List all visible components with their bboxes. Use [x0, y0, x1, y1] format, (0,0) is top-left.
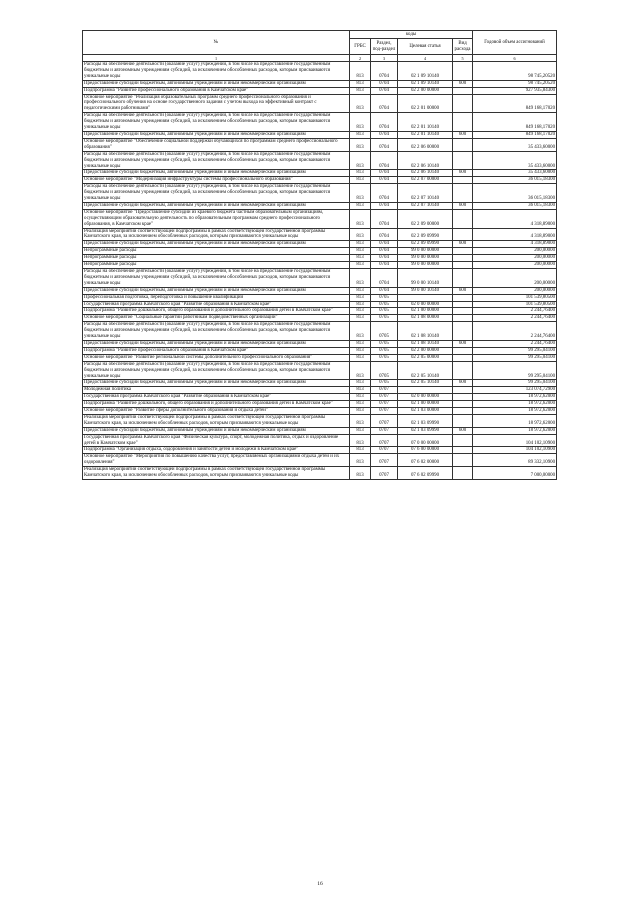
row-name: Подпрограмма "Развитие дошкольного, общего образования и дополнительного образования детей в Камчатском крае": [83, 401, 350, 408]
row-expense-type-code: 600: [453, 80, 473, 87]
header-target-article: Целевая статья: [398, 39, 453, 55]
row-name: Непрограммные расходы: [83, 248, 350, 255]
table-row: [83, 113, 557, 132]
table-row: [83, 447, 557, 454]
row-grbs-code: 813: [350, 80, 371, 87]
row-expense-type-code: [453, 138, 473, 151]
row-expense-type-code: 600: [453, 241, 473, 248]
row-target-article-code: 02 2 05 10140: [398, 361, 453, 380]
row-target-article-code: 02 2 05 10140: [398, 380, 453, 387]
row-section-code: 0705: [371, 315, 398, 322]
row-section-code: 0705: [371, 380, 398, 387]
row-annual-sum: 2 244,76400: [473, 315, 557, 322]
row-expense-type-code: [453, 184, 473, 203]
row-target-article-code: 02 1 09 10140: [398, 62, 453, 81]
row-target-article-code: 02 2 01 10140: [398, 113, 453, 132]
header-num: №: [83, 31, 350, 55]
table-row: [83, 354, 557, 361]
row-section-code: 0705: [371, 361, 398, 380]
row-grbs-code: 813: [350, 354, 371, 361]
column-number: 1: [83, 55, 350, 62]
table-row: [83, 255, 557, 262]
row-target-article-code: 99 0 00 10140: [398, 287, 453, 294]
row-expense-type-code: [453, 322, 473, 341]
row-expense-type-code: [453, 294, 473, 301]
row-annual-sum: 35 433,60000: [473, 170, 557, 177]
row-section-code: 0704: [371, 248, 398, 255]
row-annual-sum: 849 168,17020: [473, 94, 557, 113]
column-number: 4: [398, 55, 453, 62]
row-annual-sum: 2 244,76400: [473, 322, 557, 341]
row-grbs-code: 813: [350, 387, 371, 394]
row-expense-type-code: [453, 308, 473, 315]
row-annual-sum: 18 972,62000: [473, 401, 557, 408]
row-annual-sum: 200,00000: [473, 262, 557, 269]
row-name: Предоставление субсидий бюджетным, автономным учреждениям и иным некоммерческим организациям: [83, 427, 350, 434]
row-grbs-code: 813: [350, 255, 371, 262]
row-annual-sum: 18 972,62000: [473, 414, 557, 427]
row-name: Предоставление субсидий бюджетным, автономным учреждениям и иным некоммерческим организациям: [83, 80, 350, 87]
row-name: Подпрограмма "Организация отдыха, оздоровления и занятости детей и молодежи в Камчатском крае": [83, 447, 350, 454]
row-name: Предоставление субсидий бюджетным, автономным учреждениям и иным некоммерческим организациям: [83, 380, 350, 387]
row-grbs-code: 813: [350, 170, 371, 177]
row-grbs-code: 813: [350, 87, 371, 94]
row-annual-sum: 98 745,20520: [473, 62, 557, 81]
row-section-code: 0707: [371, 394, 398, 401]
row-expense-type-code: [453, 387, 473, 394]
row-annual-sum: 89 332,10900: [473, 454, 557, 467]
row-target-article-code: 02 1 03 00000: [398, 408, 453, 415]
row-grbs-code: 813: [350, 294, 371, 301]
row-annual-sum: 123 074,72900: [473, 387, 557, 394]
row-section-code: 0704: [371, 94, 398, 113]
row-expense-type-code: 600: [453, 287, 473, 294]
row-annual-sum: 18 972,62000: [473, 427, 557, 434]
row-grbs-code: 813: [350, 184, 371, 203]
table-row: [83, 131, 557, 138]
table-row: [83, 467, 557, 480]
row-grbs-code: 813: [350, 241, 371, 248]
row-annual-sum: 4 318,89000: [473, 228, 557, 241]
row-grbs-code: 813: [350, 308, 371, 315]
row-section-code: 0704: [371, 269, 398, 288]
row-annual-sum: 99 295,04100: [473, 354, 557, 361]
row-annual-sum: 101 539,80500: [473, 294, 557, 301]
table-row: [83, 308, 557, 315]
row-name: Подпрограмма "Развитие профессионального образования в Камчатском крае": [83, 347, 350, 354]
table-row: [83, 394, 557, 401]
row-grbs-code: 813: [350, 113, 371, 132]
table-row: [83, 241, 557, 248]
row-name: Подпрограмма "Развитие дошкольного, общего образования и дополнительного образования детей в Камчатском крае": [83, 308, 350, 315]
row-name: Основное мероприятие "Модернизация инфраструктуры системы профессионального образования": [83, 177, 350, 184]
row-target-article-code: 02 1 09 10140: [398, 80, 453, 87]
row-name: Предоставление субсидий бюджетным, автономным учреждениям и иным некоммерческим организациям: [83, 202, 350, 209]
row-expense-type-code: [453, 454, 473, 467]
row-name: Расходы на обеспечение деятельности (оказание услуг) учреждений, в том числе на предоставление государственным бюджетным и автономным учреждениям субсидий, за исключением обособленных расходов, которым присваиваются уникальные коды: [83, 184, 350, 203]
row-name: Молодежная политика: [83, 387, 350, 394]
row-target-article-code: 99 0 00 00000: [398, 255, 453, 262]
row-grbs-code: 813: [350, 340, 371, 347]
row-annual-sum: 4 318,89000: [473, 241, 557, 248]
row-target-article-code: 02 1 08 10140: [398, 340, 453, 347]
table-body: [83, 62, 557, 480]
table-row: [83, 414, 557, 427]
row-expense-type-code: 600: [453, 427, 473, 434]
row-expense-type-code: [453, 177, 473, 184]
row-target-article-code: 02 2 09 09990: [398, 241, 453, 248]
row-section-code: 0704: [371, 170, 398, 177]
row-expense-type-code: [453, 467, 473, 480]
row-grbs-code: 813: [350, 427, 371, 434]
row-expense-type-code: [453, 315, 473, 322]
table-row: [83, 94, 557, 113]
row-target-article-code: 02 1 00 00000: [398, 401, 453, 408]
row-grbs-code: 813: [350, 262, 371, 269]
row-expense-type-code: [453, 248, 473, 255]
row-annual-sum: 104 102,10900: [473, 447, 557, 454]
table-row: [83, 262, 557, 269]
row-annual-sum: 200,00000: [473, 269, 557, 288]
row-grbs-code: 813: [350, 401, 371, 408]
row-annual-sum: 2 244,76400: [473, 340, 557, 347]
table-row: [83, 87, 557, 94]
row-expense-type-code: [453, 408, 473, 415]
header-expense-type: Вид расхода: [453, 39, 473, 55]
row-expense-type-code: [453, 301, 473, 308]
table-row: [83, 202, 557, 209]
row-name: Государственная программа Камчатского края "Развитие образования в Камчатском крае": [83, 301, 350, 308]
row-grbs-code: 813: [350, 151, 371, 170]
row-target-article-code: 02 0 00 00000: [398, 301, 453, 308]
table-row: [83, 228, 557, 241]
row-target-article-code: 02 1 03 09990: [398, 414, 453, 427]
row-section-code: 0704: [371, 138, 398, 151]
row-name: Предоставление субсидий бюджетным, автономным учреждениям и иным некоммерческим организациям: [83, 170, 350, 177]
row-annual-sum: 18 972,62000: [473, 394, 557, 401]
row-grbs-code: 813: [350, 414, 371, 427]
table-row: [83, 347, 557, 354]
row-name: Расходы на обеспечение деятельности (оказание услуг) учреждений, в том числе на предоставление государственным бюджетным и автономным учреждениям субсидий, за исключением обособленных расходов, которым присваиваются уникальные коды: [83, 269, 350, 288]
row-name: Непрограммные расходы: [83, 255, 350, 262]
row-section-code: 0707: [371, 454, 398, 467]
row-grbs-code: 813: [350, 62, 371, 81]
row-annual-sum: 849 168,17020: [473, 131, 557, 138]
table-row: [83, 427, 557, 434]
row-name: Предоставление субсидий бюджетным, автономным учреждениям и иным некоммерческим организациям: [83, 287, 350, 294]
row-expense-type-code: [453, 269, 473, 288]
row-section-code: 0704: [371, 87, 398, 94]
row-section-code: 0707: [371, 434, 398, 447]
row-section-code: 0704: [371, 131, 398, 138]
row-expense-type-code: [453, 87, 473, 94]
row-target-article-code: [398, 294, 453, 301]
row-section-code: 0707: [371, 467, 398, 480]
row-annual-sum: 104 102,10900: [473, 434, 557, 447]
row-annual-sum: 36 015,18300: [473, 202, 557, 209]
row-target-article-code: 99 0 00 10140: [398, 269, 453, 288]
row-target-article-code: 02 2 07 10140: [398, 202, 453, 209]
budget-table: [82, 30, 557, 480]
row-target-article-code: 02 2 07 00000: [398, 177, 453, 184]
row-annual-sum: 18 972,62000: [473, 408, 557, 415]
row-section-code: 0704: [371, 151, 398, 170]
row-grbs-code: 813: [350, 447, 371, 454]
row-section-code: 0704: [371, 287, 398, 294]
header-grbs: ГРБС: [350, 39, 371, 55]
row-grbs-code: 813: [350, 315, 371, 322]
row-grbs-code: 813: [350, 361, 371, 380]
row-name: Предоставление субсидий бюджетным, автономным учреждениям и иным некоммерческим организациям: [83, 131, 350, 138]
row-name: Расходы на обеспечение деятельности (оказание услуг) учреждений, в том числе на предоставление государственным бюджетным и автономным учреждениям субсидий, за исключением обособленных расходов, которым присваиваются уникальные коды: [83, 113, 350, 132]
row-section-code: 0704: [371, 184, 398, 203]
row-grbs-code: 813: [350, 454, 371, 467]
row-name: Реализация мероприятий соответствующей подпрограммы в рамках соответствующей государственной программы Камчатского края, за исключением обособленных расходов, которым присваиваются уникальные коды: [83, 414, 350, 427]
row-section-code: 0704: [371, 241, 398, 248]
row-target-article-code: 02 1 08 00000: [398, 315, 453, 322]
row-section-code: 0705: [371, 308, 398, 315]
row-name: Основное мероприятие "Предоставление субсидий из краевого бюджета частным образовательным организациям, осуществляющим образовательную деятельность по образовательным программам среднего профессионального образования, в Камчатском крае": [83, 209, 350, 228]
column-number-row: [83, 55, 557, 62]
row-name: Непрограммные расходы: [83, 262, 350, 269]
table-row: [83, 387, 557, 394]
row-name: Расходы на обеспечение деятельности (оказание услуг) учреждений, в том числе на предоставление государственным бюджетным и автономным учреждениям субсидий, за исключением обособленных расходов, которым присваиваются уникальные коды: [83, 361, 350, 380]
row-expense-type-code: [453, 447, 473, 454]
row-section-code: 0704: [371, 228, 398, 241]
row-name: Предоставление субсидий бюджетным, автономным учреждениям и иным некоммерческим организациям: [83, 241, 350, 248]
row-name: Предоставление субсидий бюджетным, автономным учреждениям и иным некоммерческим организациям: [83, 340, 350, 347]
row-target-article-code: [398, 387, 453, 394]
row-name: Основное мероприятие "Развитие сферы дополнительного образования и отдыха детей": [83, 408, 350, 415]
table-row: [83, 322, 557, 341]
column-number: 6: [473, 55, 557, 62]
table-row: [83, 434, 557, 447]
row-annual-sum: 99 295,04100: [473, 380, 557, 387]
row-section-code: 0705: [371, 347, 398, 354]
row-name: Государственная программа Камчатского края "Развитие образования в Камчатском крае": [83, 394, 350, 401]
row-target-article-code: 02 1 00 00000: [398, 308, 453, 315]
row-annual-sum: 35 433,60000: [473, 151, 557, 170]
row-annual-sum: 200,00000: [473, 287, 557, 294]
row-section-code: 0705: [371, 301, 398, 308]
row-section-code: 0704: [371, 255, 398, 262]
row-grbs-code: 813: [350, 131, 371, 138]
row-name: Расходы на обеспечение деятельности (оказание услуг) учреждений, в том числе на предоставление государственным бюджетным и автономным учреждениям субсидий, за исключением обособленных расходов, которым присваиваются уникальные коды: [83, 62, 350, 81]
row-target-article-code: 02 2 06 00000: [398, 138, 453, 151]
table-row: [83, 177, 557, 184]
row-section-code: 0705: [371, 340, 398, 347]
row-target-article-code: 02 2 09 00000: [398, 209, 453, 228]
table-header: [83, 31, 557, 62]
table-row: [83, 380, 557, 387]
row-target-article-code: 07 6 00 00000: [398, 447, 453, 454]
row-target-article-code: 02 1 08 10140: [398, 322, 453, 341]
row-grbs-code: 813: [350, 138, 371, 151]
row-section-code: 0707: [371, 414, 398, 427]
row-grbs-code: 813: [350, 380, 371, 387]
row-annual-sum: 36 015,18300: [473, 184, 557, 203]
row-annual-sum: 4 318,89000: [473, 209, 557, 228]
column-number: 2: [350, 55, 371, 62]
row-expense-type-code: [453, 434, 473, 447]
table-row: [83, 287, 557, 294]
column-number: 3: [371, 55, 398, 62]
row-section-code: 0704: [371, 202, 398, 209]
row-grbs-code: 813: [350, 209, 371, 228]
row-expense-type-code: 600: [453, 380, 473, 387]
row-grbs-code: 813: [350, 269, 371, 288]
row-annual-sum: 98 745,20520: [473, 80, 557, 87]
row-grbs-code: 813: [350, 202, 371, 209]
table-row: [83, 361, 557, 380]
row-annual-sum: 36 015,18300: [473, 177, 557, 184]
row-target-article-code: 02 2 07 10140: [398, 184, 453, 203]
row-section-code: 0707: [371, 387, 398, 394]
table-row: [83, 170, 557, 177]
row-target-article-code: 07 6 02 00000: [398, 454, 453, 467]
row-section-code: 0705: [371, 354, 398, 361]
row-name: Подпрограмма "Развитие профессионального образования в Камчатском крае": [83, 87, 350, 94]
row-grbs-code: 813: [350, 287, 371, 294]
row-section-code: 0704: [371, 62, 398, 81]
row-name: Реализация мероприятий соответствующей подпрограммы в рамках соответствующей государственной программы Камчатского края, за исключением обособленных расходов, которым присваиваются уникальные коды: [83, 467, 350, 480]
row-annual-sum: 7 000,00000: [473, 467, 557, 480]
row-annual-sum: 2 244,76400: [473, 308, 557, 315]
row-name: Расходы на обеспечение деятельности (оказание услуг) учреждений, в том числе на предоставление государственным бюджетным и автономным учреждениям субсидий, за исключением обособленных расходов, которым присваиваются уникальные коды: [83, 151, 350, 170]
table-row: [83, 209, 557, 228]
row-name: Основное мероприятие "Обеспечение социальной поддержки обучающихся по программам среднего профессионального образования": [83, 138, 350, 151]
row-grbs-code: 813: [350, 322, 371, 341]
table-row: [83, 454, 557, 467]
row-target-article-code: 02 2 06 10140: [398, 170, 453, 177]
row-target-article-code: 02 1 03 09990: [398, 427, 453, 434]
row-grbs-code: 813: [350, 394, 371, 401]
row-expense-type-code: [453, 414, 473, 427]
row-grbs-code: 813: [350, 248, 371, 255]
row-name: Государственная программа Камчатского края "Физическая культура, спорт, молодежная политика, отдых и оздоровление детей в Камчатском крае": [83, 434, 350, 447]
table-row: [83, 315, 557, 322]
row-expense-type-code: [453, 228, 473, 241]
row-target-article-code: 07 0 00 00000: [398, 434, 453, 447]
row-name: Реализация мероприятий соответствующей подпрограммы в рамках соответствующей государственной программы Камчатского края, за исключением обособленных расходов, которым присваиваются уникальные коды: [83, 228, 350, 241]
row-annual-sum: 927 935,84300: [473, 87, 557, 94]
table-row: [83, 401, 557, 408]
header-codes: коды: [350, 31, 473, 39]
row-name: Расходы на обеспечение деятельности (оказание услуг) учреждений, в том числе на предоставление государственным бюджетным и автономным учреждениям субсидий, за исключением обособленных расходов, которым присваиваются уникальные коды: [83, 322, 350, 341]
row-target-article-code: 99 0 00 00000: [398, 248, 453, 255]
row-target-article-code: 02 2 09 09990: [398, 228, 453, 241]
row-grbs-code: 813: [350, 301, 371, 308]
row-target-article-code: 99 0 00 00000: [398, 262, 453, 269]
row-target-article-code: 02 2 01 00000: [398, 94, 453, 113]
column-number: 5: [453, 55, 473, 62]
row-section-code: 0704: [371, 113, 398, 132]
row-expense-type-code: [453, 113, 473, 132]
row-expense-type-code: [453, 209, 473, 228]
row-target-article-code: 02 2 00 00000: [398, 87, 453, 94]
row-annual-sum: 99 295,04100: [473, 361, 557, 380]
row-section-code: 0707: [371, 447, 398, 454]
row-name: Основное мероприятие "Мероприятия по повышению качества услуг, предоставляемых организациями отдыха детей и их оздоровления": [83, 454, 350, 467]
row-expense-type-code: [453, 394, 473, 401]
row-expense-type-code: [453, 255, 473, 262]
row-expense-type-code: [453, 354, 473, 361]
row-expense-type-code: [453, 361, 473, 380]
row-expense-type-code: [453, 62, 473, 81]
header-annual-sum: Годовой объем ассигнований: [473, 31, 557, 55]
row-annual-sum: 99 295,04100: [473, 347, 557, 354]
row-expense-type-code: [453, 262, 473, 269]
row-annual-sum: 200,00000: [473, 248, 557, 255]
row-expense-type-code: 600: [453, 202, 473, 209]
row-expense-type-code: [453, 94, 473, 113]
row-section-code: 0704: [371, 80, 398, 87]
table-row: [83, 151, 557, 170]
row-section-code: 0704: [371, 262, 398, 269]
row-expense-type-code: [453, 347, 473, 354]
table-row: [83, 62, 557, 81]
table-row: [83, 408, 557, 415]
table-row: [83, 248, 557, 255]
row-name: Основное мероприятие "Развитие региональной системы дополнительного профессионального образования": [83, 354, 350, 361]
header-razdel: Раздел, под-раздел: [371, 39, 398, 55]
row-annual-sum: 200,00000: [473, 255, 557, 262]
row-name: Основное мероприятие "Социальные гарантии работникам подведомственных организаций": [83, 315, 350, 322]
row-target-article-code: 02 2 01 10140: [398, 131, 453, 138]
row-section-code: 0705: [371, 322, 398, 341]
row-target-article-code: 02 2 05 00000: [398, 354, 453, 361]
row-section-code: 0705: [371, 294, 398, 301]
row-target-article-code: 02 2 06 10140: [398, 151, 453, 170]
table-row: [83, 294, 557, 301]
row-expense-type-code: [453, 401, 473, 408]
row-target-article-code: 02 2 00 00000: [398, 347, 453, 354]
row-grbs-code: 813: [350, 434, 371, 447]
row-expense-type-code: 600: [453, 131, 473, 138]
row-expense-type-code: 600: [453, 170, 473, 177]
row-expense-type-code: [453, 151, 473, 170]
table-row: [83, 138, 557, 151]
row-grbs-code: 813: [350, 347, 371, 354]
page-number: 16: [317, 881, 323, 887]
row-target-article-code: 02 0 00 00000: [398, 394, 453, 401]
row-grbs-code: 813: [350, 94, 371, 113]
table-row: [83, 340, 557, 347]
row-annual-sum: 35 433,60000: [473, 138, 557, 151]
row-name: Основное мероприятие "Реализация образовательных программ среднего профессионального образования и профессионального обучения на основе государственного задания с учетом выхода на эффективный контракт с педагогическими работниками": [83, 94, 350, 113]
row-grbs-code: 813: [350, 228, 371, 241]
row-expense-type-code: 600: [453, 340, 473, 347]
row-grbs-code: 813: [350, 177, 371, 184]
row-section-code: 0704: [371, 177, 398, 184]
row-grbs-code: 813: [350, 408, 371, 415]
row-section-code: 0707: [371, 427, 398, 434]
row-section-code: 0707: [371, 401, 398, 408]
table-row: [83, 184, 557, 203]
row-target-article-code: 07 6 02 09990: [398, 467, 453, 480]
row-annual-sum: 849 168,17020: [473, 113, 557, 132]
table-row: [83, 269, 557, 288]
row-section-code: 0707: [371, 408, 398, 415]
table-row: [83, 80, 557, 87]
row-section-code: 0704: [371, 209, 398, 228]
row-name: Профессиональная подготовка, переподготовка и повышение квалификации: [83, 294, 350, 301]
table-row: [83, 301, 557, 308]
row-grbs-code: 813: [350, 467, 371, 480]
row-annual-sum: 101 539,80500: [473, 301, 557, 308]
